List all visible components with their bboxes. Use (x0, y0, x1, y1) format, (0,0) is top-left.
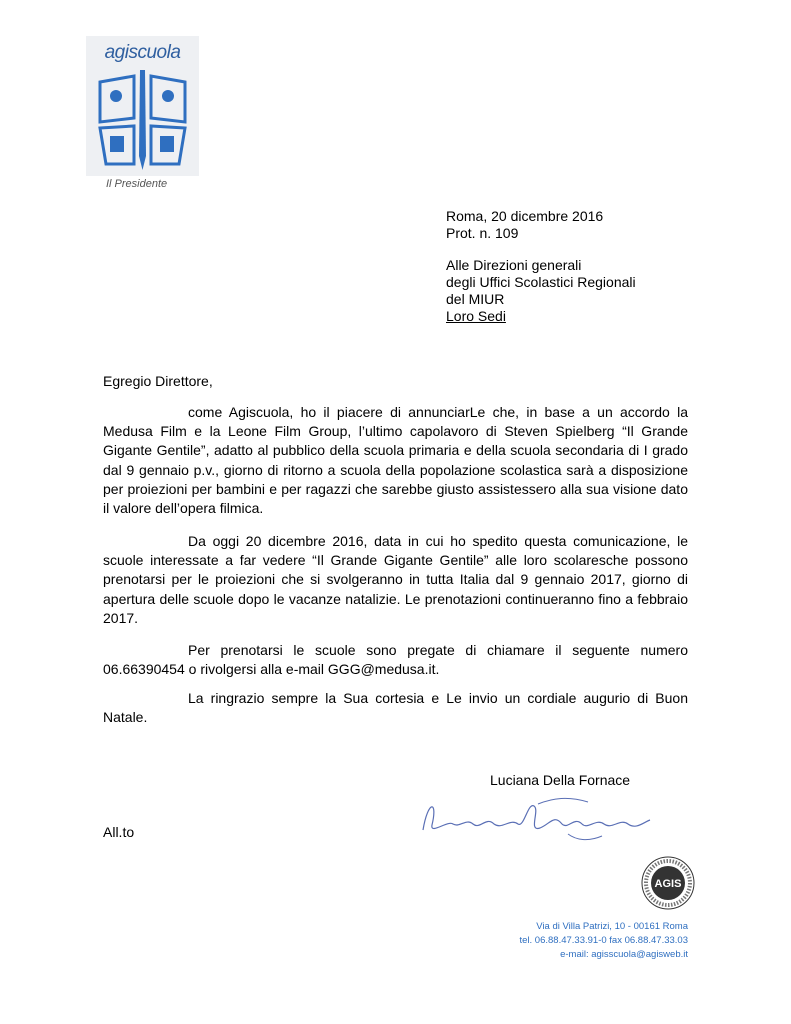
recipient-line-underlined (446, 308, 636, 325)
date-block (446, 208, 603, 242)
paragraph: come Agiscuola, ho il piacere di annunciarLe che, in base a un accordo la Medusa Film e la Leone Film Group, l’ultimo capolavoro di Steven Spielberg “Il Grande Gigante Gentile”, adatto al pubblico della scuola primaria e della scuola secondaria di I grado dal 9 gennaio p.v., giorno di ritorno a scuola della popolazione scolastica sarà a disposizione per proiezioni per bambini e per ragazzi che sarebbe giusto assistessero alla sua visione dato il valore dell’opera filmica. (103, 404, 688, 517)
protocol-number: Prot. n. 109 (446, 225, 519, 241)
paragraph: Per prenotarsi le scuole sono pregate di chiamare il seguente numero 06.66390454 o rivolgersi alla e-mail GGG@medusa.it. (103, 642, 688, 678)
attachment-note: All.to (103, 824, 135, 840)
footer-phone: tel. 06.88.47.33.91-0 fax 06.88.47.33.03 (519, 935, 688, 946)
paragraph: La ringrazio sempre la Sua cortesia e Le invio un cordiale augurio di Buon Natale. (103, 690, 688, 726)
footer-contact (520, 920, 689, 962)
footer-email: e-mail: agisscuola@agisweb.it (560, 949, 688, 960)
date-line: Roma, 20 dicembre 2016 (446, 208, 604, 224)
footer-address: Via di Villa Patrizi, 10 - 00161 Roma (536, 921, 688, 932)
recipient-line: degli Uffici Scolastici Regionali (446, 274, 636, 290)
signer-name: Luciana Della Fornace (490, 772, 631, 788)
salutation: Egregio Direttore, (103, 373, 213, 389)
handwritten-signature (418, 790, 658, 850)
president-caption: Il Presidente (106, 178, 168, 190)
agis-seal-icon (640, 855, 696, 911)
recipient-line: del MIUR (446, 291, 505, 307)
recipient-sedi: Loro Sedi (446, 308, 506, 324)
paragraph: Da oggi 20 dicembre 2016, data in cui ho spedito questa comunicazione, le scuole interessate a far vedere “Il Grande Gigante Gentile” alle loro scolaresche possono prenotarsi per le proiezioni che si svolgeranno in tutta Italia dal 9 gennaio 2017, giorno di apertura delle scuole dopo le vacanze natalizie. Le prenotazioni continueranno fino a febbraio 2017. (103, 533, 688, 626)
seal-text: AGIS (654, 878, 682, 890)
recipient-line: Alle Direzioni generali (446, 257, 582, 273)
logo-wordmark: agiscuola (104, 42, 181, 63)
butterfly-pen-logo-icon (94, 70, 191, 170)
recipient-block (446, 257, 636, 325)
agiscuola-logo (86, 36, 199, 176)
